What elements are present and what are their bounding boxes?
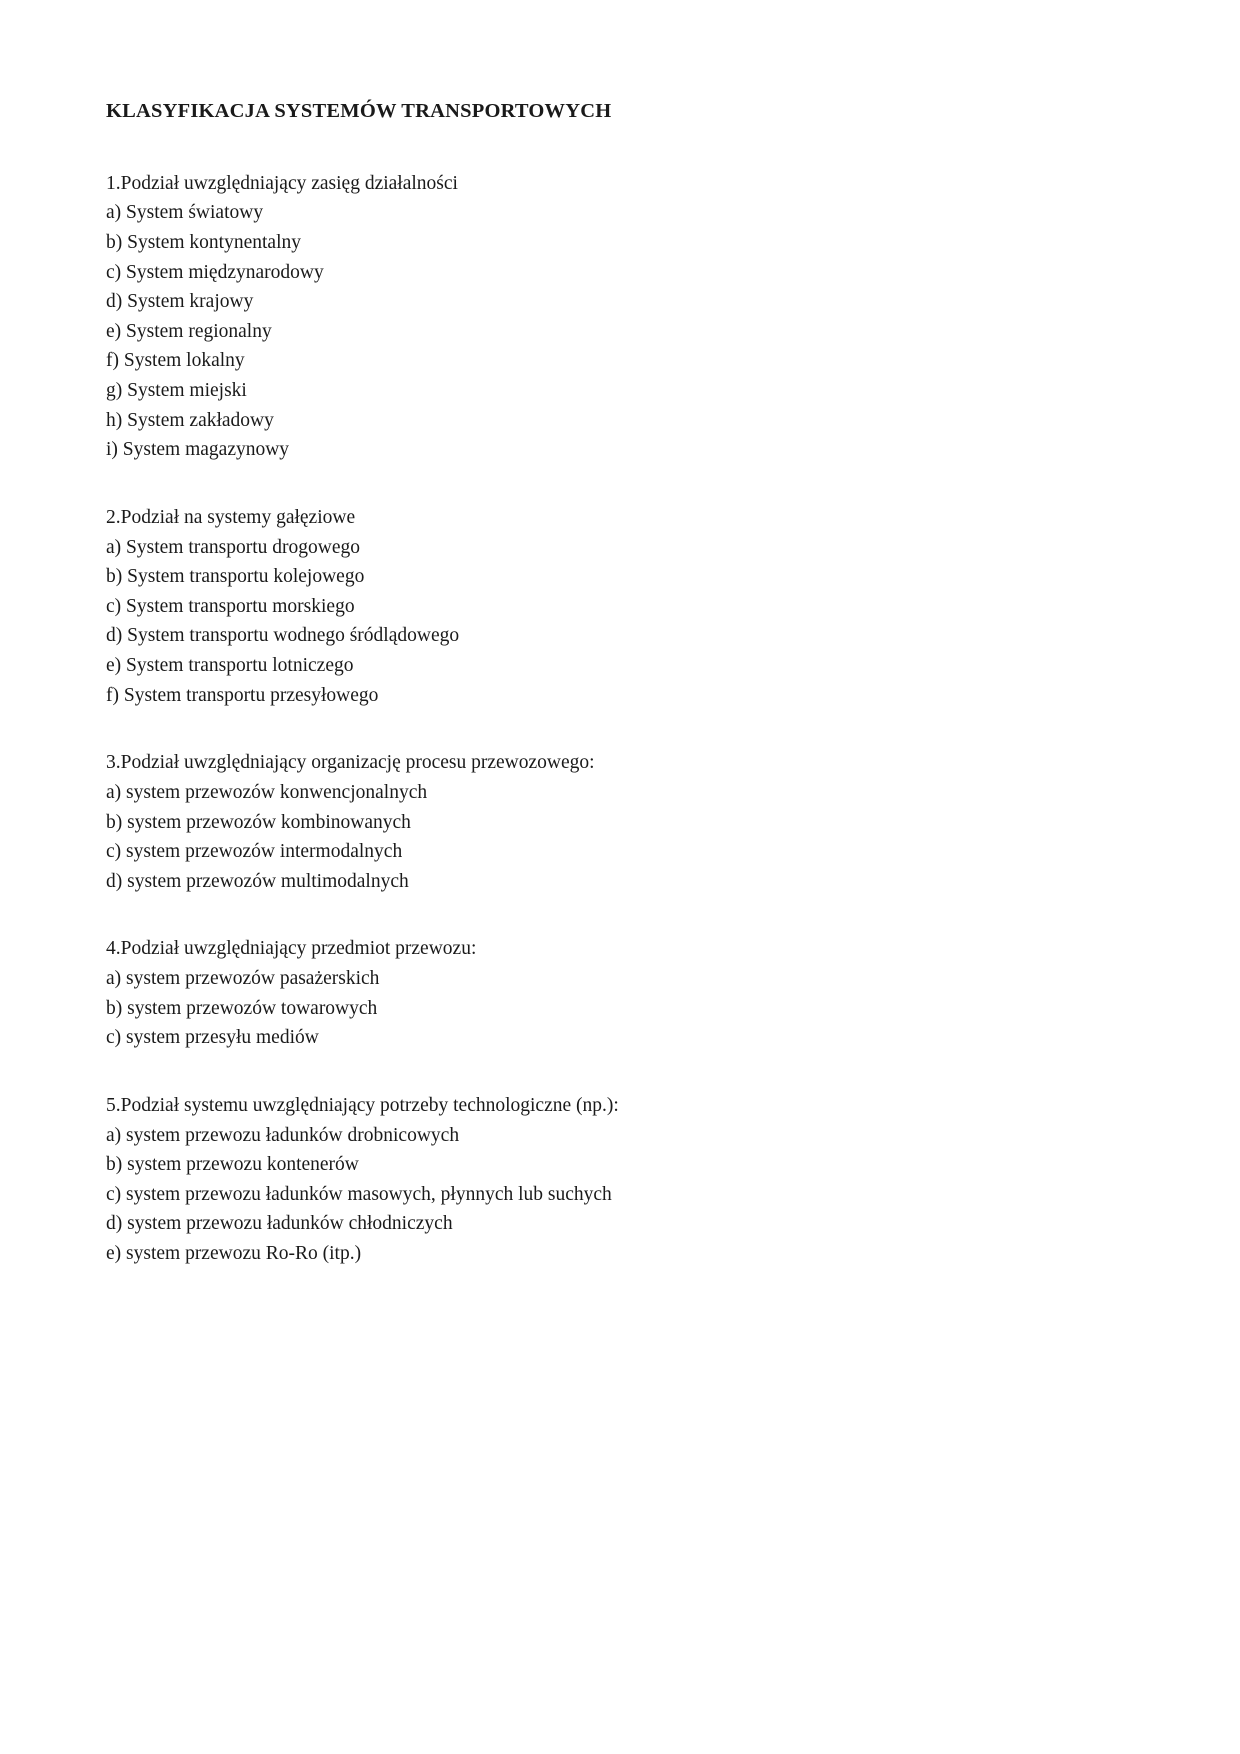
section-5 [106, 1091, 1106, 1269]
document-body [106, 98, 1106, 1269]
list-item: c) system przewozu ładunków masowych, płynnych lub suchych [106, 1183, 612, 1205]
list-item: c) System międzynarodowy [106, 261, 324, 283]
section-1 [106, 169, 1106, 465]
section-heading: 4.Podział uwzględniający przedmiot przewozu: [106, 938, 477, 960]
section-2 [106, 503, 1106, 710]
list-item: c) System transportu morskiego [106, 595, 355, 617]
section-heading: 1.Podział uwzględniający zasięg działalności [106, 172, 458, 194]
list-item: b) System kontynentalny [106, 231, 301, 253]
list-item: h) System zakładowy [106, 409, 274, 431]
list-item: i) System magazynowy [106, 439, 290, 461]
list-item: d) system przewozu ładunków chłodniczych [106, 1213, 453, 1235]
section-4 [106, 934, 1106, 1053]
list-item: a) system przewozów konwencjonalnych [106, 781, 428, 803]
list-item: f) System lokalny [106, 350, 245, 372]
list-item: e) system przewozu Ro-Ro (itp.) [106, 1243, 362, 1265]
list-item: b) system przewozów kombinowanych [106, 811, 411, 833]
list-item: e) System transportu lotniczego [106, 655, 354, 677]
list-item: c) system przesyłu mediów [106, 1027, 319, 1049]
list-item: f) System transportu przesyłowego [106, 684, 379, 706]
list-item: a) system przewozów pasażerskich [106, 968, 380, 990]
list-item: d) system przewozów multimodalnych [106, 870, 409, 892]
list-item: e) System regionalny [106, 320, 272, 342]
section-3 [106, 748, 1106, 896]
list-item: d) System krajowy [106, 291, 254, 313]
list-item: b) system przewozów towarowych [106, 997, 378, 1019]
section-heading: 3.Podział uwzględniający organizację procesu przewozowego: [106, 752, 595, 774]
section-heading: 2.Podział na systemy gałęziowe [106, 506, 356, 528]
section-heading: 5.Podział systemu uwzględniający potrzeby technologiczne (np.): [106, 1094, 619, 1116]
list-item: d) System transportu wodnego śródlądowego [106, 625, 460, 647]
list-item: a) System światowy [106, 202, 264, 224]
list-item: c) system przewozów intermodalnych [106, 841, 403, 863]
list-item: g) System miejski [106, 380, 247, 402]
page-title: KLASYFIKACJA SYSTEMÓW TRANSPORTOWYCH [106, 100, 612, 122]
list-item: a) system przewozu ładunków drobnicowych [106, 1124, 460, 1146]
list-item: b) System transportu kolejowego [106, 566, 365, 588]
list-item: b) system przewozu kontenerów [106, 1154, 359, 1176]
list-item: a) System transportu drogowego [106, 536, 360, 558]
